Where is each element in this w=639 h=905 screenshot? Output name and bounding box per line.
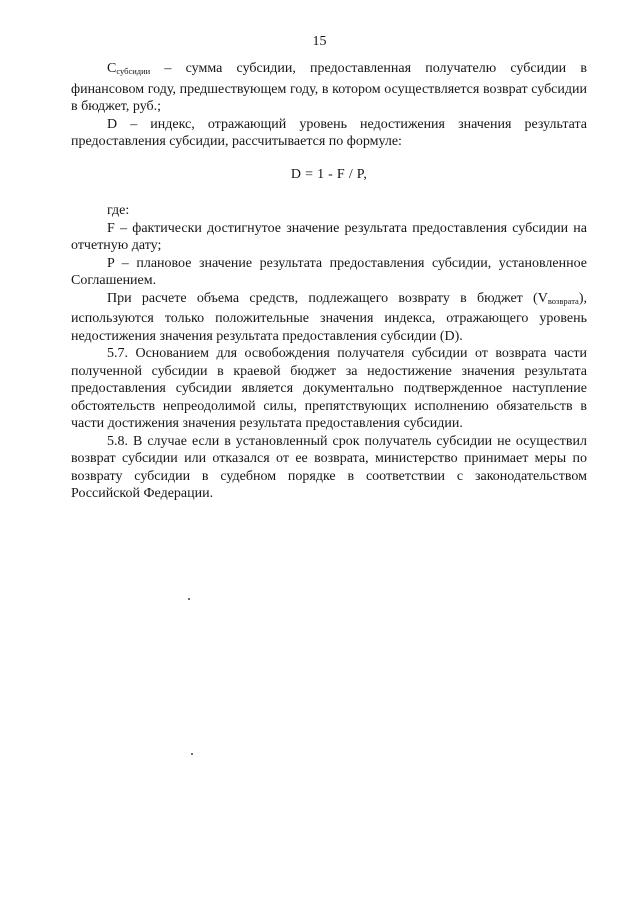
paragraph-c-definition bbox=[71, 60, 587, 116]
paragraph-p-definition: P – плановое значение результата предоставления субсидии, установленное Соглашением. bbox=[71, 255, 587, 288]
formula: D = 1 - F / P, bbox=[290, 166, 368, 182]
c-symbol: С bbox=[107, 61, 117, 76]
page-number: 15 bbox=[312, 34, 327, 49]
document-body bbox=[71, 60, 587, 503]
paragraph-where: где: bbox=[107, 203, 130, 218]
refund-text-part1: При расчете объема средств, подлежащего возврату в бюджет (V bbox=[107, 290, 548, 306]
scan-speck bbox=[188, 598, 190, 600]
c-subscript: субсидии bbox=[116, 66, 151, 76]
paragraph-d-definition: D – индекс, отражающий уровень недостижения значения результата предоставления субсидии, рассчитывается по формуле: bbox=[71, 116, 587, 149]
paragraph-f-definition: F – фактически достигнутое значение результата предоставления субсидии на отчетную дату; bbox=[71, 220, 587, 253]
paragraph-5-7: 5.7. Основанием для освобождения получателя субсидии от возврата части полученной субсидии в краевой бюджет за недостижение значения результата предоставления субсидии является документально подтвержденное наступление обстоятельств непреодолимой силы, препятствующих исполнению обязательств в части достижения значения результата предоставления субсидии. bbox=[71, 346, 587, 431]
refund-text-part2: ), используются только положительные значения индекса, отражающего уровень недостижения значения результата предоставления субсидии (D). bbox=[71, 290, 587, 344]
paragraph-refund-calculation bbox=[71, 290, 587, 346]
refund-subscript: возврата bbox=[547, 295, 579, 306]
paragraph-5-8: 5.8. В случае если в установленный срок получатель субсидии не осуществил возврат субсидии или отказался от ее возврата, министерство принимает меры по возврату субсидии в судебном порядке в соответствии с законодательством Российской Федерации. bbox=[71, 433, 587, 501]
scan-speck bbox=[191, 753, 193, 755]
c-definition-text: – сумма субсидии, предоставленная получателю субсидии в финансовом году, предшествующем году, в котором осуществляется возврат субсидии в бюджет, руб.; bbox=[71, 61, 587, 114]
